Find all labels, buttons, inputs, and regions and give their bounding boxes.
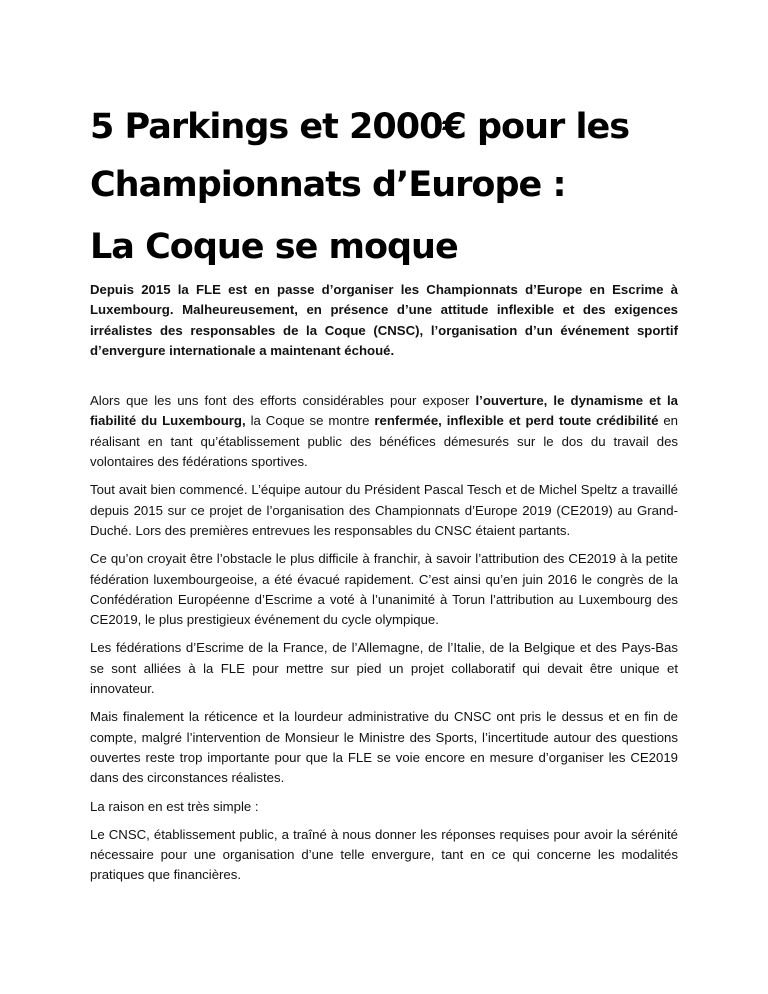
paragraph-1-bold-b: renfermée, inflexible et perd toute crédibilité (374, 413, 659, 429)
paragraph-1-text-c: en réalisant en tant qu’établissement public des bénéfices démesurés sur le dos du travail des volontaires des fédérations sportives. (90, 413, 679, 470)
paragraph-1 (90, 391, 678, 472)
paragraph-3: Ce qu’on croyait être l’obstacle le plus difficile à franchir, à savoir l’attribution des CE2019 à la petite fédération luxembourgeoise, a été évacué rapidement. C’est ainsi qu’en juin 2016 le congrès de la Confédération Européenne d’Escrime a voté à l’unanimité à Torun l’attribution au Luxembourg des CE2019, le plus prestigieux événement du cycle olympique. (90, 551, 678, 628)
document-body (90, 98, 678, 886)
title-line-2: Championnats d’Europe : (90, 165, 566, 205)
paragraph-5: Mais finalement la réticence et la lourdeur administrative du CNSC ont pris le dessus et en fin de compte, malgré l’intervention de Monsieur le Ministre des Sports, l’incertitude autour des questions ouvertes reste trop importante pour que la FLE se voie encore en mesure d’organiser les CE2019 dans des circonstances réalistes. (90, 709, 678, 786)
paragraph-1-text-b: la Coque se montre (245, 413, 375, 429)
title-line-1: 5 Parkings et 2000€ pour les (90, 107, 630, 147)
intro-paragraph: Depuis 2015 la FLE est en passe d’organiser les Championnats d’Europe en Escrime à Luxembourg. Malheureusement, en présence d’une attitude inflexible et des exigences irréalistes des responsables de la Coque (CNSC), l’organisation d’un événement sportif d’envergure internationale a maintenant échoué. (90, 282, 678, 358)
paragraph-1-bold-a: l’ouverture, le dynamisme et la fiabilité du Luxembourg, (90, 393, 678, 429)
paragraph-1-text-a: Alors que les uns font des efforts considérables pour exposer (90, 393, 476, 409)
title-line-3: La Coque se moque (90, 227, 458, 267)
paragraph-6: La raison en est très simple : (90, 798, 259, 814)
paragraph-7: Le CNSC, établissement public, a traîné à nous donner les réponses requises pour avoir la sérénité nécessaire pour une organisation d’une telle envergure, tant en ce qui concerne les modalités pratiques que financières. (90, 826, 678, 883)
paragraph-4: Les fédérations d’Escrime de la France, de l’Allemagne, de l’Italie, de la Belgique et des Pays-Bas se sont alliées à la FLE pour mettre sur pied un projet collaboratif qui devait être unique et innovateur. (90, 640, 678, 697)
paragraph-2: Tout avait bien commencé. L’équipe autour du Président Pascal Tesch et de Michel Speltz a travaillé depuis 2015 sur ce projet de l’organisation des Championnats d’Europe 2019 (CE2019) au Grand-Duché. Lors des premières entrevues les responsables du CNSC étaient partants. (90, 482, 678, 538)
